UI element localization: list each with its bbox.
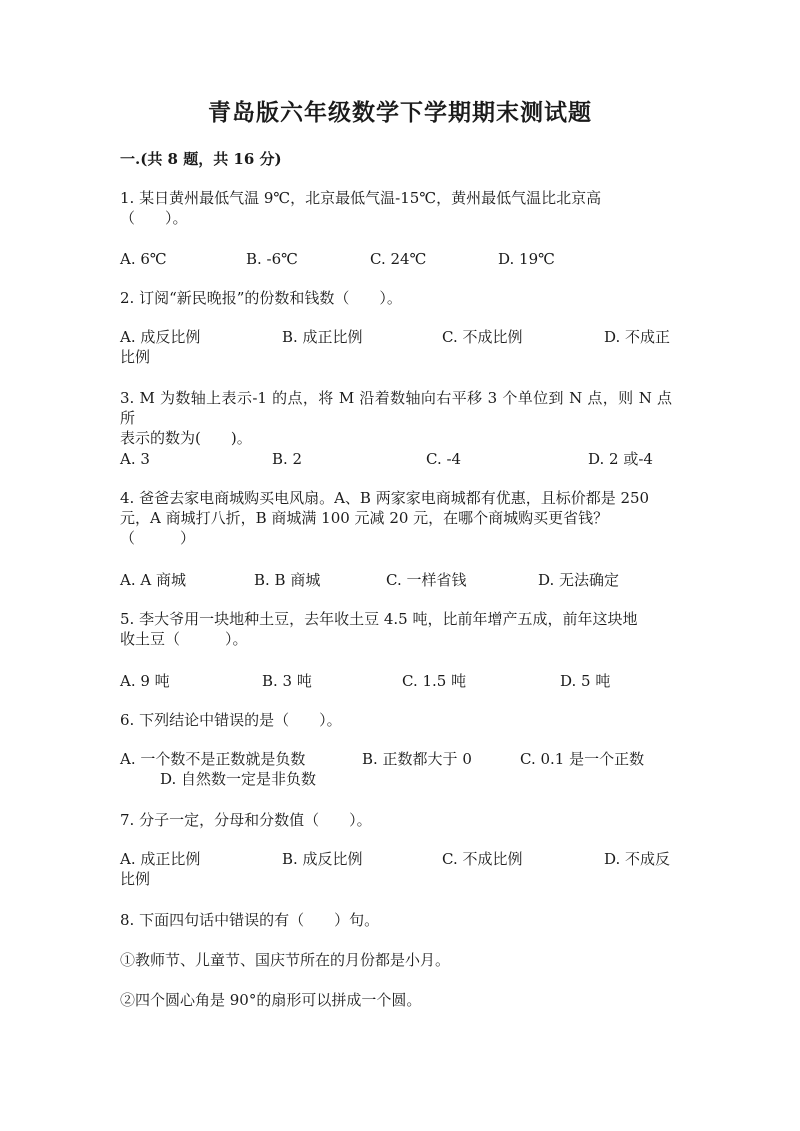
option-a: A. 6℃ <box>120 250 167 268</box>
question-stem: 2. 订阅“新民晚报”的份数和钱数（ ）。 <box>120 289 402 307</box>
question-7 <box>120 810 672 830</box>
option-b: B. 2 <box>272 450 303 468</box>
question-stem: 5. 李大爷用一块地种土豆，去年收土豆 4.5 吨，比前年增产五成，前年这块地 <box>120 610 638 628</box>
option-d: D. 无法确定 <box>538 571 620 589</box>
page-title: 青岛版六年级数学下学期期末测试题 <box>208 99 592 126</box>
question-3 <box>120 388 672 448</box>
option-b: B. 3 吨 <box>262 672 312 690</box>
question-stem: 收土豆（ ）。 <box>120 630 248 648</box>
question-stem: 8. 下面四句话中错误的有（ ）句。 <box>120 911 380 929</box>
question-4-options <box>120 570 672 590</box>
option-d: D. 2 或-4 <box>588 450 653 468</box>
question-6 <box>120 710 672 730</box>
option-a: A. 一个数不是正数就是负数 <box>120 750 306 768</box>
option-c: C. 不成比例 <box>442 850 523 868</box>
option-d: D. 5 吨 <box>560 672 611 690</box>
option-c: C. 不成比例 <box>442 328 523 346</box>
option-d: D. 19℃ <box>498 250 555 268</box>
option-a: A. 3 <box>120 450 150 468</box>
question-stem: 4. 爸爸去家电商城购买电风扇。A、B 两家家电商城都有优惠，且标价都是 250 <box>120 489 650 507</box>
question-stem: （ ） <box>120 529 196 547</box>
option-b: B. -6℃ <box>246 250 298 268</box>
option-b: B. 成正比例 <box>282 328 363 346</box>
question-7-options <box>120 849 672 888</box>
question-5 <box>120 609 672 649</box>
option-a: A. 9 吨 <box>120 672 170 690</box>
option-b: B. B 商城 <box>254 571 321 589</box>
option-b: B. 成反比例 <box>282 850 363 868</box>
option-c: C. -4 <box>426 450 462 468</box>
statement-1: ①教师节、儿童节、国庆节所在的月份都是小月。 <box>120 951 451 969</box>
question-stem: 元，A 商城打八折，B 商城满 100 元减 20 元，在哪个商城购买更省钱？ <box>120 509 609 527</box>
question-stem: 7. 分子一定，分母和分数值（ ）。 <box>120 811 372 829</box>
question-stem: （ ）。 <box>120 209 188 227</box>
question-1-options <box>120 249 672 269</box>
option-a: A. 成反比例 <box>120 328 201 346</box>
question-4 <box>120 488 672 548</box>
section-heading: 一.(共 8 题，共 16 分) <box>120 150 282 168</box>
option-a: A. A 商城 <box>120 571 186 589</box>
question-3-options <box>120 449 672 469</box>
question-stem: 6. 下列结论中错误的是（ ）。 <box>120 711 342 729</box>
statement-2: ②四个圆心角是 90°的扇形可以拼成一个圆。 <box>120 991 422 1009</box>
option-c: C. 24℃ <box>370 250 427 268</box>
question-1 <box>120 188 672 228</box>
option-c: C. 一样省钱 <box>386 571 467 589</box>
option-b: B. 正数都大于 0 <box>362 750 472 768</box>
question-5-options <box>120 671 672 691</box>
question-stem: 表示的数为( )。 <box>120 429 252 447</box>
question-stem: 3. M 为数轴上表示-1 的点，将 M 沿着数轴向右平移 3 个单位到 N 点，则 N 点所 <box>120 389 672 427</box>
question-2-options <box>120 327 672 366</box>
option-a: A. 成正比例 <box>120 850 201 868</box>
option-d: D. 不成反 <box>604 850 671 868</box>
question-stem: 1. 某日黄州最低气温 9℃，北京最低气温-15℃，黄州最低气温比北京高 <box>120 189 602 207</box>
question-6-options <box>120 749 672 788</box>
question-8 <box>120 910 672 930</box>
option-d: D. 自然数一定是非负数 <box>160 770 317 788</box>
option-wrap: 比例 <box>120 870 151 888</box>
option-c: C. 1.5 吨 <box>402 672 467 690</box>
option-c: C. 0.1 是一个正数 <box>520 750 645 768</box>
option-d: D. 不成正 <box>604 328 671 346</box>
question-2 <box>120 288 672 308</box>
option-wrap: 比例 <box>120 348 151 366</box>
